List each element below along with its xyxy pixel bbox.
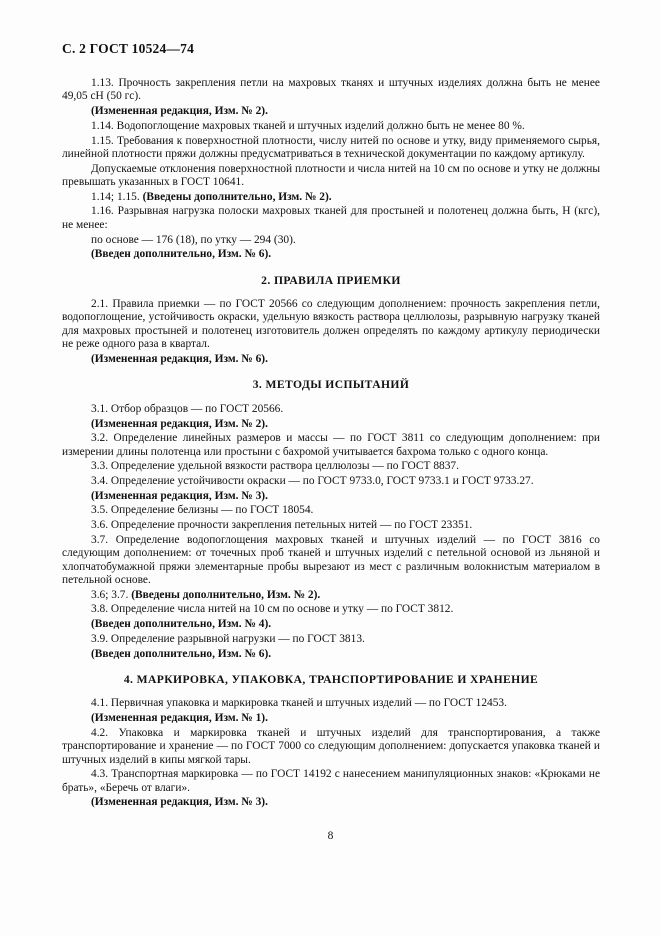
clause-3-7: 3.7. Определение водопоглощения махровых тканей и штучных изделий — по ГОСТ 3816 со следующим дополнением: от точечных проб тканей и штучных изделий с петельной основой из льняной и хлопчатобумажной пряжи элементарные пробы вырезают из мест с различным волокнистым материалом в петельной основе. — [62, 533, 600, 587]
clause-1-14: 1.14. Водопоглощение махровых тканей и штучных изделий должно быть не менее 80 %. — [91, 119, 525, 132]
edition-note: (Измененная редакция, Изм. № 3). — [91, 489, 268, 502]
section-heading-marking: 4. МАРКИРОВКА, УПАКОВКА, ТРАНСПОРТИРОВАНИЕ И ХРАНЕНИЕ — [123, 672, 539, 686]
page-number: 8 — [327, 830, 334, 842]
edition-note: (Введен дополнительно, Изм. № 6). — [91, 647, 272, 660]
section-heading-acceptance: 2. ПРАВИЛА ПРИЕМКИ — [261, 273, 401, 287]
clause-4-1: 4.1. Первичная упаковка и маркировка тканей и штучных изделий — по ГОСТ 12453. — [91, 697, 507, 710]
clause-1-14-1-15-note — [62, 191, 600, 204]
breaking-load-values: по основе — 176 (18), по утку — 294 (30). — [91, 233, 296, 246]
edition-note: (Измененная редакция, Изм. № 1). — [91, 712, 268, 725]
edition-note: (Введен дополнительно, Изм. № 4). — [91, 618, 272, 631]
edition-note: (Введены дополнительно, Изм. № 2). — [131, 588, 321, 601]
edition-note: (Измененная редакция, Изм. № 6). — [91, 352, 268, 365]
clause-3-2: 3.2. Определение линейных размеров и массы — по ГОСТ 3811 со следующим дополнением: при измерении длины полотенца или простыни с бахромой учитывается бахрома только с одного конца. — [62, 432, 600, 458]
clause-4-2: 4.2. Упаковка и маркировка тканей и штучных изделий для транспортирования, а также транспортирование и хранение — по ГОСТ 7000 со следующим дополнением: допускается упаковка тканей и штучных изделий в кипы мягкой тары. — [62, 726, 600, 766]
clause-3-3: 3.3. Определение удельной вязкости раствора целлюлозы — по ГОСТ 8837. — [91, 460, 459, 473]
clause-4-3: 4.3. Транспортная маркировка — по ГОСТ 14192 с нанесением манипуляционных знаков: «Крюками не брать», «Беречь от влаги». — [62, 768, 600, 794]
edition-note: (Измененная редакция, Изм. № 3). — [91, 796, 268, 809]
clause-3-6: 3.6. Определение прочности закрепления петельных нитей — по ГОСТ 23351. — [91, 519, 473, 532]
clause-3-8: 3.8. Определение числа нитей на 10 см по основе и утку — по ГОСТ 3812. — [91, 603, 454, 616]
clause-1-16: 1.16. Разрывная нагрузка полоски махровых тканей для простыней и полотенец должна быть, Н (кгс), не менее: — [62, 205, 600, 231]
clause-2-1: 2.1. Правила приемки — по ГОСТ 20566 со следующим дополнением: прочность закрепления петли, водопоглощение, устойчивость окраски, удельную вязкость раствора целлюлозы, разрывную нагрузку тканей для махровых простыней и полотенец изготовитель должен определять по каждому артикулу периодически не реже одного раза в квартал. — [62, 298, 600, 351]
page-header: С. 2 ГОСТ 10524—74 — [62, 41, 195, 56]
clause-3-6-3-7-note — [62, 589, 600, 602]
section-heading-test-methods: 3. МЕТОДЫ ИСПЫТАНИЙ — [252, 378, 410, 392]
tolerance-paragraph: Допускаемые отклонения поверхностной плотности и числа нитей на 10 см по основе и утку не должны превышать указанных в ГОСТ 10641. — [62, 162, 600, 189]
clause-1-13: 1.13. Прочность закрепления петли на махровых тканях и штучных изделиях должна быть не менее 49,05 сН (50 гс). — [62, 77, 600, 103]
note-prefix: 3.6; 3.7. — [91, 588, 129, 601]
edition-note: (Измененная редакция, Изм. № 2). — [91, 417, 268, 430]
document-body — [62, 77, 600, 811]
clause-3-1: 3.1. Отбор образцов — по ГОСТ 20566. — [91, 402, 284, 415]
clause-3-4: 3.4. Определение устойчивости окраски — по ГОСТ 9733.0, ГОСТ 9733.1 и ГОСТ 9733.27. — [91, 475, 534, 488]
edition-note: (Введены дополнительно, Изм. № 2). — [142, 190, 332, 203]
edition-note: (Измененная редакция, Изм. № 2). — [91, 105, 268, 118]
clause-3-9: 3.9. Определение разрывной нагрузки — по ГОСТ 3813. — [91, 632, 365, 645]
clause-3-5: 3.5. Определение белизны — по ГОСТ 18054. — [91, 504, 314, 517]
clause-1-15: 1.15. Требования к поверхностной плотности, числу нитей по основе и утку, виду применяемого сырья, линейной плотности пряжи должны предусматриваться в технической документации по каждому артикулу. — [62, 134, 600, 160]
note-prefix: 1.14; 1.15. — [91, 190, 140, 203]
edition-note: (Введен дополнительно, Изм. № 6). — [91, 248, 272, 261]
